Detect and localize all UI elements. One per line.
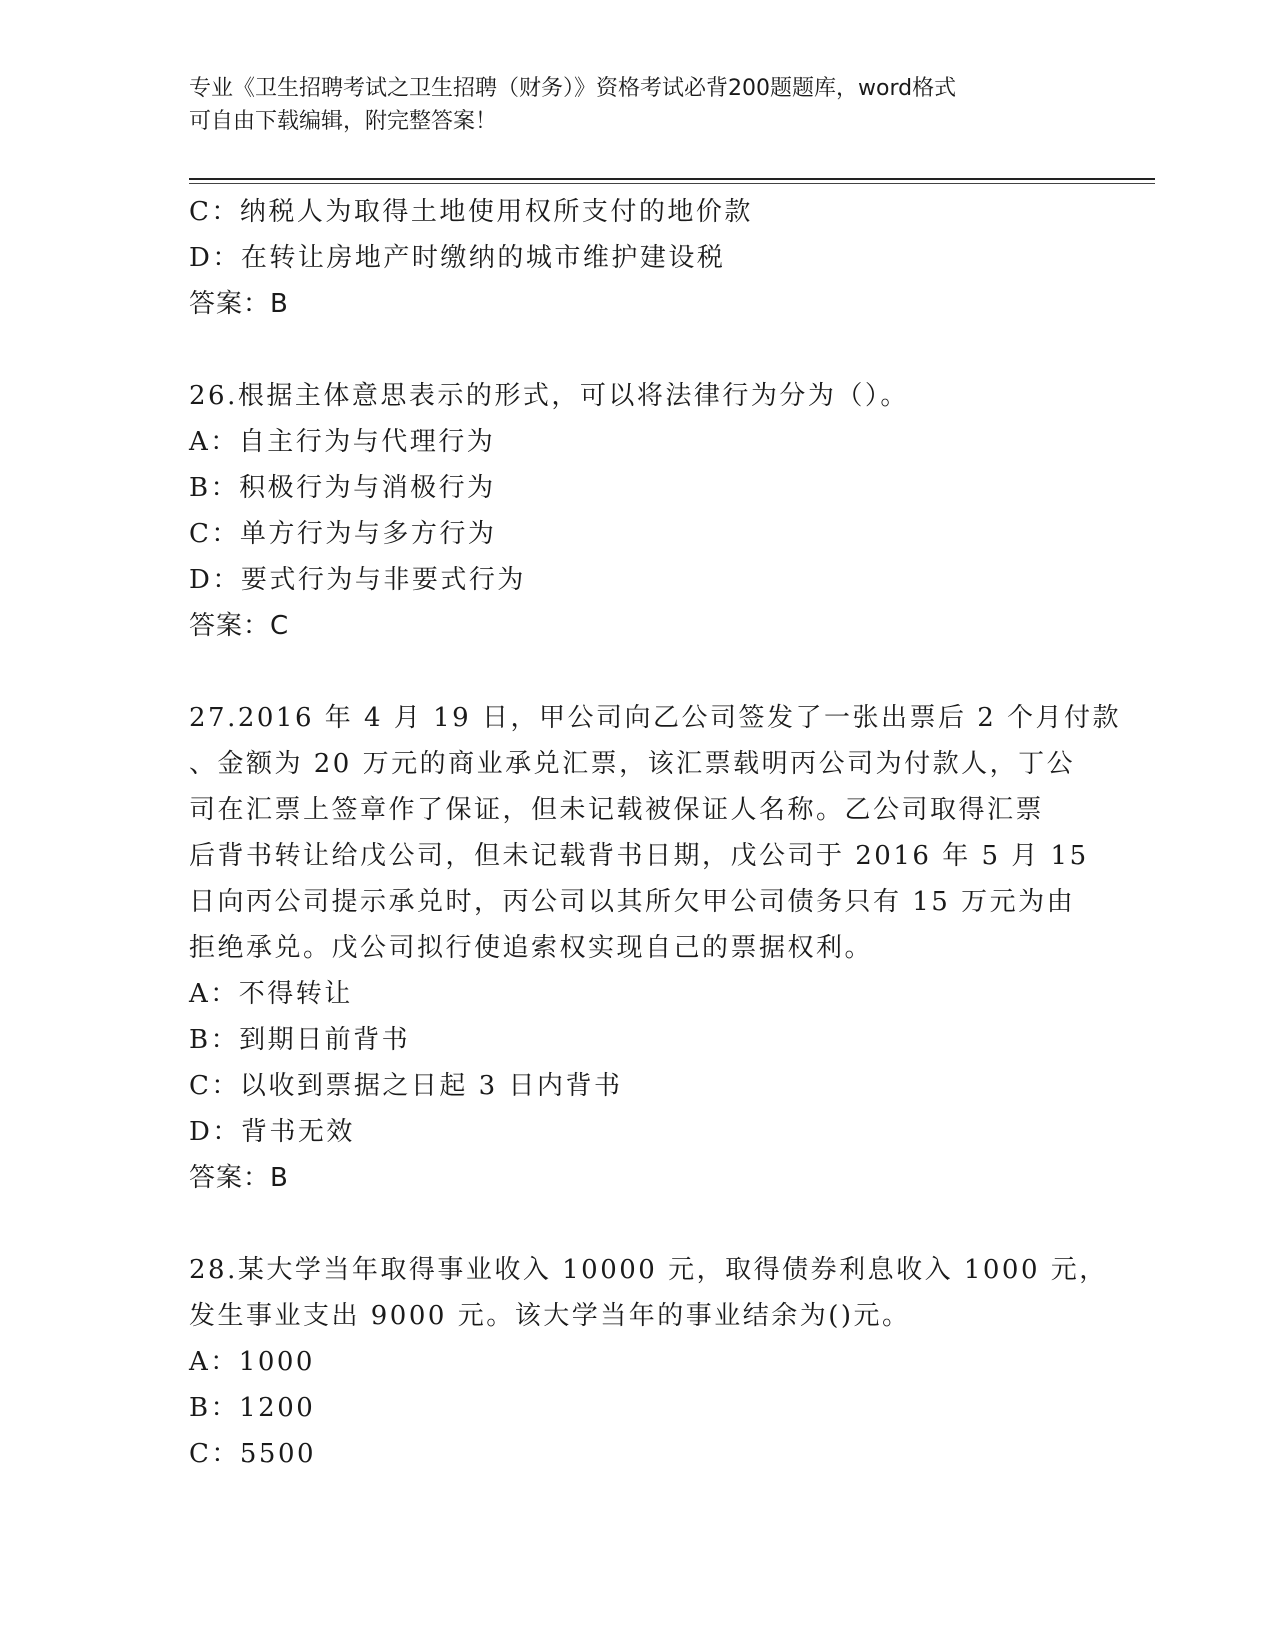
answer-line: 答案：B [189,289,289,319]
header-divider-thick [189,178,1155,180]
answer-line: 答案：C [189,611,290,641]
option-d: D：背书无效 [189,1117,355,1147]
question-list [189,189,1122,1477]
header-title-line-1: 专业《卫生招聘考试之卫生招聘（财务）》资格考试必背200题题库，word格式 [189,76,957,101]
option-d: D：在转让房地产时缴纳的城市维护建设税 [189,243,726,273]
option-d: D：要式行为与非要式行为 [189,565,526,595]
question-stem-line: 司在汇票上签章作了保证，但未记载被保证人名称。乙公司取得汇票 [189,795,1045,825]
header-divider-thin [189,183,1155,184]
question-block-27 [189,695,1122,1201]
question-stem-line: 发生事业支出 9000 元。该大学当年的事业结余为()元。 [189,1301,911,1331]
spacer [189,1201,1089,1247]
question-block-28 [189,1247,1108,1477]
question-stem-line: 拒绝承兑。戊公司拟行使追索权实现自己的票据权利。 [189,933,874,963]
option-a: A：1000 [189,1347,315,1377]
header-title-line-2: 可自由下载编辑，附完整答案！ [189,109,498,134]
option-c: C：单方行为与多方行为 [189,519,497,549]
question-block-25 [189,189,1089,327]
question-stem-line: 27.2016 年 4 月 19 日，甲公司向乙公司签发了一张出票后 2 个月付款 [189,703,1122,733]
option-a: A：不得转让 [189,979,353,1009]
question-block-26 [189,373,1089,649]
question-stem-line: 28.某大学当年取得事业收入 10000 元，取得债券利息收入 1000 元， [189,1255,1108,1285]
answer-line: 答案：B [189,1163,289,1193]
question-stem-line: 日向丙公司提示承兑时，丙公司以其所欠甲公司债务只有 15 万元为由 [189,887,1076,917]
option-a: A：自主行为与代理行为 [189,427,496,457]
option-c: C：纳税人为取得土地使用权所支付的地价款 [189,197,753,227]
option-b: B：积极行为与消极行为 [189,473,496,503]
option-b: B：1200 [189,1393,316,1423]
spacer [189,649,1089,695]
question-stem-line: 、金额为 20 万元的商业承兑汇票，该汇票载明丙公司为付款人，丁公 [189,749,1076,779]
spacer [189,327,1089,373]
option-c: C：以收到票据之日起 3 日内背书 [189,1071,623,1101]
option-b: B：到期日前背书 [189,1025,411,1055]
question-stem-line: 后背书转让给戊公司，但未记载背书日期，戊公司于 2016 年 5 月 15 [189,841,1089,871]
option-c: C：5500 [189,1439,317,1469]
document-header [189,72,1089,138]
question-stem: 26.根据主体意思表示的形式，可以将法律行为分为（）。 [189,381,909,411]
